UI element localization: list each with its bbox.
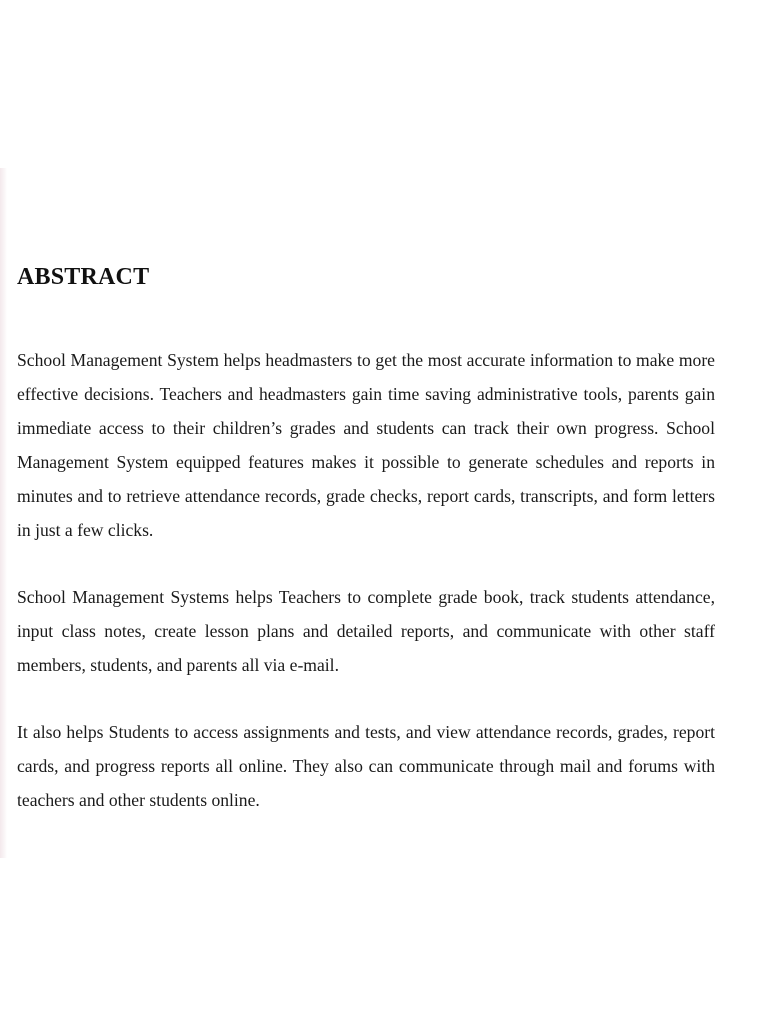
paragraph-3: It also helps Students to access assignments and tests, and view attendance records, grades, report cards, and progress reports all online. They also can communicate through mail and forums with teachers and other students online. bbox=[17, 722, 715, 810]
document-page bbox=[17, 262, 715, 850]
paragraph-2: School Management Systems helps Teachers to complete grade book, track students attendance, input class notes, create lesson plans and detailed reports, and communicate with other staff members, students, and parents all via e-mail. bbox=[17, 587, 715, 675]
page-edge-shadow bbox=[0, 168, 7, 858]
paragraph-1: School Management System helps headmasters to get the most accurate information to make more effective decisions. Teachers and headmasters gain time saving administrative tools, parents gain immediate access to their children’s grades and students can track their own progress. School Management System equipped features makes it possible to generate schedules and reports in minutes and to retrieve attendance records, grade checks, report cards, transcripts, and form letters in just a few clicks. bbox=[17, 350, 715, 540]
abstract-heading: ABSTRACT bbox=[17, 264, 150, 290]
